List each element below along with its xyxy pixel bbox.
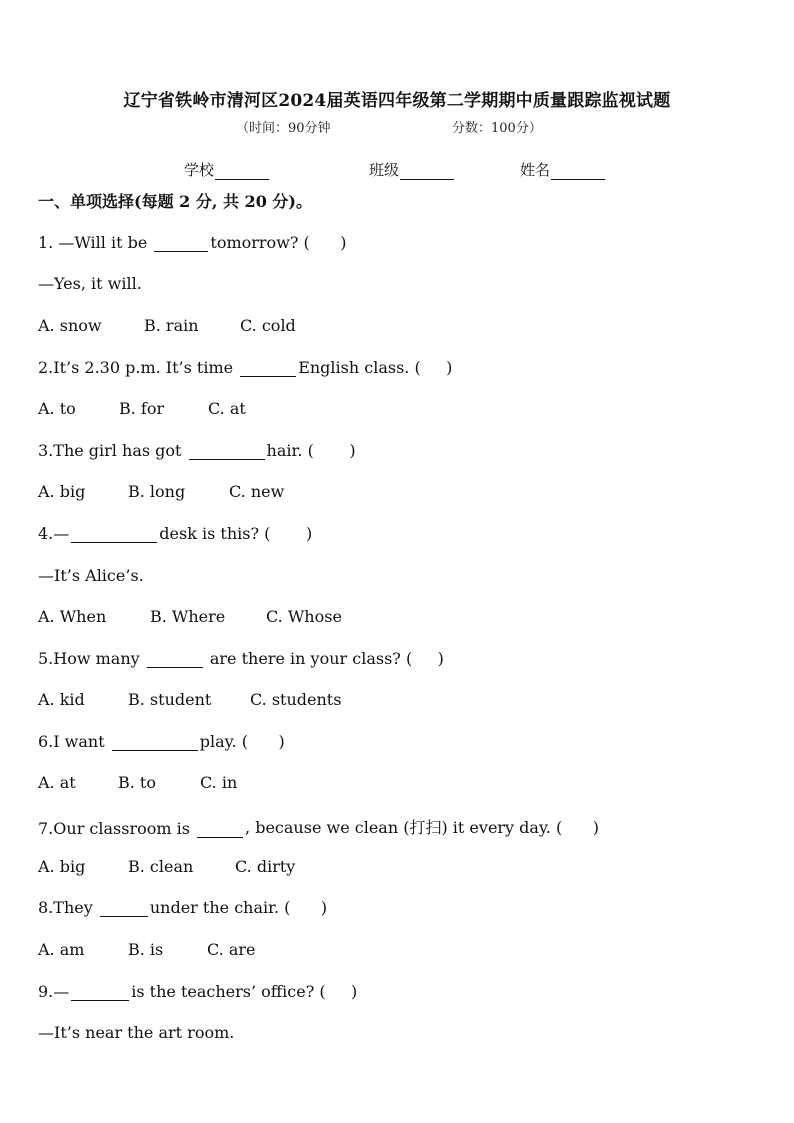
option-c[interactable]: C. cold xyxy=(240,316,296,335)
exam-score: 分数：100分） xyxy=(452,121,542,136)
exam-title: 辽宁省铁岭市清河区2024届英语四年级第二学期期中质量跟踪监视试题 xyxy=(123,91,671,111)
question-6 xyxy=(38,732,285,751)
question-text: is the teachers’ office? ( ) xyxy=(131,982,358,1001)
option-b[interactable]: B. to xyxy=(118,773,156,792)
option-c[interactable]: C. dirty xyxy=(235,857,296,876)
option-b[interactable]: B. student xyxy=(128,690,212,709)
class-blank[interactable] xyxy=(400,163,454,180)
question-text: 7.Our classroom is xyxy=(38,819,196,838)
option-c[interactable]: C. are xyxy=(207,940,256,959)
answer-blank[interactable] xyxy=(71,526,157,543)
reply-text: —Yes, it will. xyxy=(38,274,142,293)
exam-time: （时间：90分钟 xyxy=(236,121,331,136)
question-7 xyxy=(38,815,599,838)
option-a[interactable]: A. snow xyxy=(38,316,102,335)
option-a[interactable]: A. kid xyxy=(38,690,85,709)
name-field xyxy=(520,159,605,180)
question-text: 4.— xyxy=(38,524,70,543)
option-a[interactable]: A. am xyxy=(38,940,85,959)
option-a[interactable]: A. at xyxy=(38,773,76,792)
class-label: 班级 xyxy=(369,161,400,179)
question-3 xyxy=(38,441,356,460)
school-field xyxy=(184,159,269,180)
section-heading: 一、单项选择(每题 2 分, 共 20 分)。 xyxy=(38,192,312,211)
question-text: 3.The girl has got xyxy=(38,441,187,460)
question-text: 1. —Will it be xyxy=(38,233,153,252)
question-text: hair. ( ) xyxy=(266,441,356,460)
question-9-reply xyxy=(38,1023,234,1042)
question-text: , because we clean (打扫) it every day. ( ) xyxy=(245,818,600,837)
answer-blank[interactable] xyxy=(189,443,265,460)
question-text: 5.How many xyxy=(38,649,145,668)
answer-blank[interactable] xyxy=(197,821,243,838)
answer-blank[interactable] xyxy=(112,734,198,751)
name-label: 姓名 xyxy=(520,161,551,179)
question-4-reply xyxy=(38,566,144,585)
school-label: 学校 xyxy=(184,161,215,179)
question-1 xyxy=(38,233,347,252)
question-text: 9.— xyxy=(38,982,70,1001)
option-c[interactable]: C. new xyxy=(229,482,285,501)
question-text: 8.They xyxy=(38,898,98,917)
option-b[interactable]: B. rain xyxy=(144,316,199,335)
class-field xyxy=(369,159,454,180)
option-b[interactable]: B. is xyxy=(128,940,164,959)
question-2 xyxy=(38,358,452,377)
option-a[interactable]: A. big xyxy=(38,857,86,876)
option-c[interactable]: C. at xyxy=(208,399,246,418)
option-a[interactable]: A. to xyxy=(38,399,76,418)
option-c[interactable]: C. students xyxy=(250,690,342,709)
question-text: play. ( ) xyxy=(199,732,285,751)
answer-blank[interactable] xyxy=(154,235,208,252)
question-1-reply xyxy=(38,274,142,293)
question-9 xyxy=(38,982,357,1001)
option-c[interactable]: C. in xyxy=(200,773,238,792)
answer-blank[interactable] xyxy=(147,651,203,668)
question-5 xyxy=(38,649,444,668)
question-8 xyxy=(38,898,327,917)
name-blank[interactable] xyxy=(551,163,605,180)
question-text: are there in your class? ( ) xyxy=(204,649,444,668)
question-text: desk is this? ( ) xyxy=(159,524,313,543)
option-b[interactable]: B. long xyxy=(128,482,186,501)
option-a[interactable]: A. big xyxy=(38,482,86,501)
option-a[interactable]: A. When xyxy=(38,607,107,626)
answer-blank[interactable] xyxy=(71,984,129,1001)
question-text: English class. ( ) xyxy=(298,358,453,377)
question-4 xyxy=(38,524,312,543)
option-b[interactable]: B. clean xyxy=(128,857,194,876)
question-text: 2.It’s 2.30 p.m. It’s time xyxy=(38,358,239,377)
option-c[interactable]: C. Whose xyxy=(266,607,342,626)
question-text: 6.I want xyxy=(38,732,110,751)
reply-text: —It’s Alice’s. xyxy=(38,566,144,585)
option-b[interactable]: B. for xyxy=(119,399,165,418)
question-text: tomorrow? ( ) xyxy=(210,233,347,252)
reply-text: —It’s near the art room. xyxy=(38,1023,235,1042)
school-blank[interactable] xyxy=(215,163,269,180)
question-text: under the chair. ( ) xyxy=(149,898,328,917)
answer-blank[interactable] xyxy=(240,360,296,377)
option-b[interactable]: B. Where xyxy=(150,607,226,626)
answer-blank[interactable] xyxy=(100,900,148,917)
